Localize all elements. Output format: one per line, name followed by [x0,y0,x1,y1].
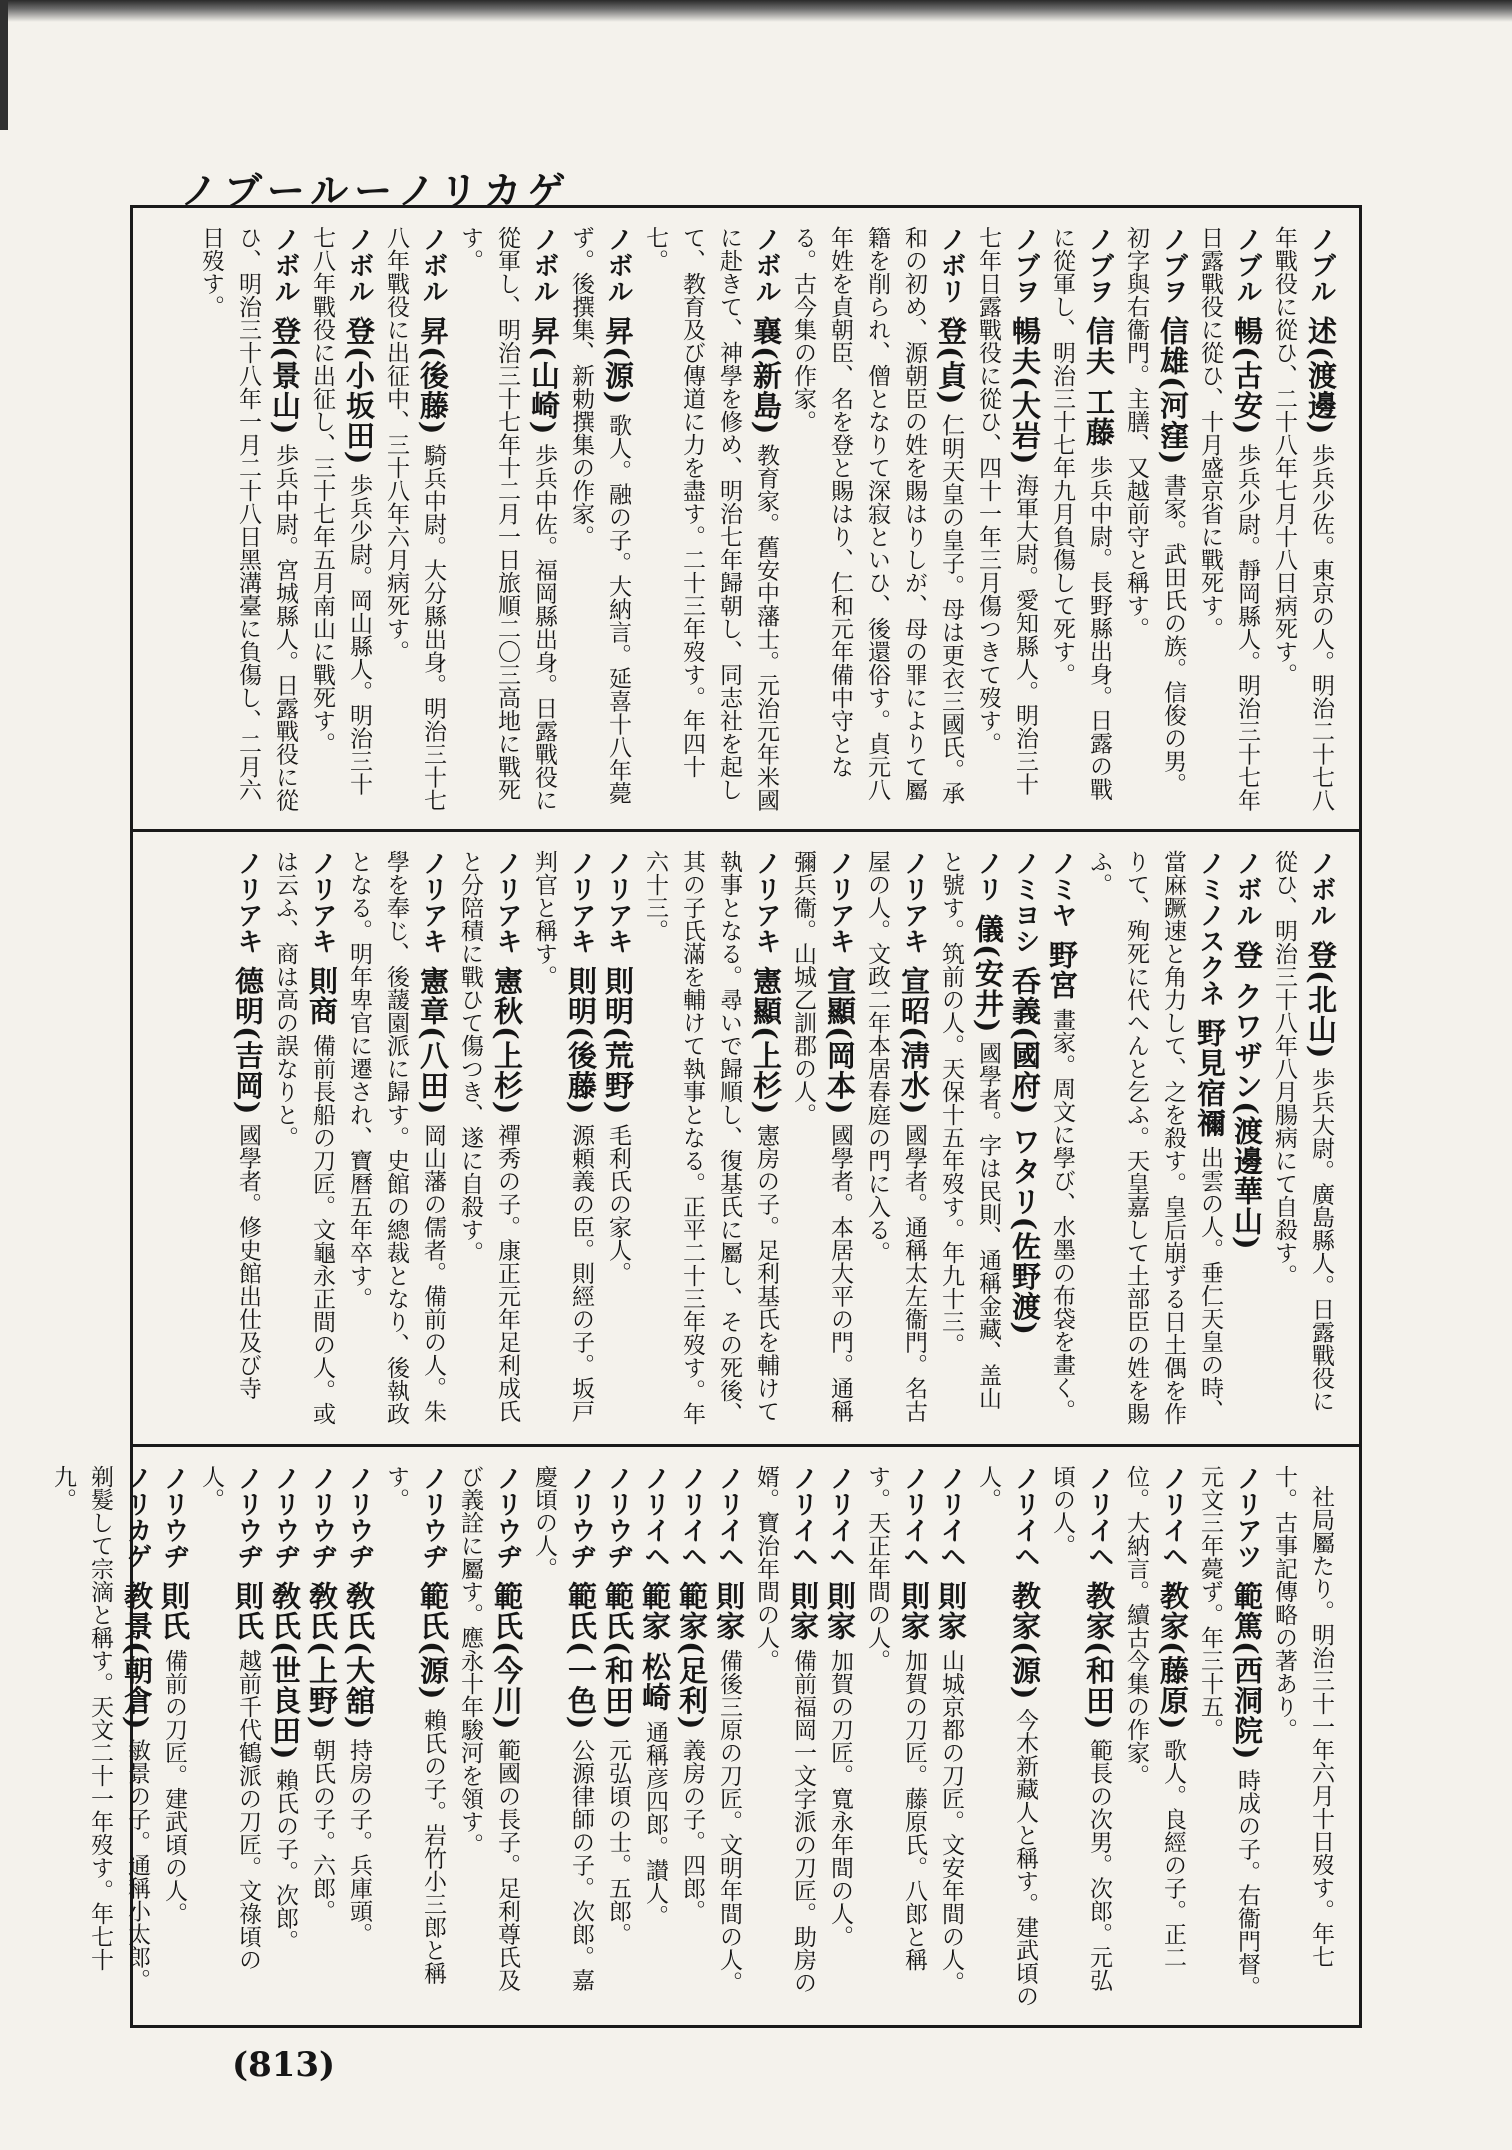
entry-reading: ノリカゲ [122,1465,152,1569]
dictionary-entry [636,850,784,1432]
entry-description: 歩兵中尉。長野縣出身。日露の戰に從軍し、明治三十七年九月負傷して死す。 [1049,226,1112,801]
section-middle [133,832,1359,1444]
dictionary-entry [821,1465,858,1948]
entry-description: 國學者。通稱太左衞門。名古屋の人。文政二年本居春庭の門に入る。 [864,850,927,1423]
entry-headword: 範氏(和田) [601,1581,635,1731]
dictionary-entry [932,1465,969,1994]
dictionary-entry [969,226,1043,817]
entry-description: 歩兵中尉。宮城縣人。日露戰役に從ひ、明治三十八年一月二十八日黑溝臺に負傷し、二月六日歿す。 [198,226,298,812]
entry-description: 岡山藩の儒者。備前の人。朱學を奉じ、後蘐園派に歸す。史館の總裁となり、後執政となる。明年卑官に遷され、寶曆五年卒す。 [346,850,446,1425]
entry-reading: ノブル [1306,226,1336,304]
dictionary-entry [1191,226,1265,817]
entry-description: 賴氏の子。次郎。 [272,1768,298,1953]
entry-headword: 範家 松崎 [638,1581,672,1713]
entry-reading: ノリウヂ [270,1465,300,1569]
dictionary-entry [1265,226,1339,817]
entry-description: 範國の長子。足利尊氏及び義詮に屬す。應永十年駿河を領す。 [457,1465,520,1992]
dictionary-frame [50,205,1362,2028]
entry-reading: ノリ [973,850,1003,902]
entry-description: 畫家。周文に學び、水墨の布袋を畫く。 [1049,1008,1075,1422]
entry-list [229,850,1339,1432]
entry-description: 出雲の人。垂仁天皇の時、當麻蹶速と角力して、之を殺す。皇后崩ずる日土偶を作りて、殉死に代へんと乞ふ。天皇嘉して土部臣の姓を賜ふ。 [1086,850,1223,1425]
entry-headword: 暢夫(大岩) [1008,316,1042,466]
entry-description: 歩兵少尉。岡山縣人。明治三十七八年戰役に出征し、三十七年五月南山に戰死す。 [309,226,372,796]
entry-description: 加賀の刀匠。藤原氏。八郎と稱す。天正年間の人。 [864,1465,927,1971]
entry-reading: ノリイヘ [825,1465,855,1569]
entry-reading: ノリアキ [307,850,337,954]
entry-reading: ノリイヘ [677,1465,707,1569]
entry-reading: ノボル [1306,850,1336,928]
entry-reading: ノリイヘ [714,1465,744,1569]
entry-description: 歩兵少尉。靜岡縣人。明治三十七年日露戰役に從ひ、十月盛京省に戰死す。 [1197,226,1260,812]
dictionary-entry [377,1465,451,2013]
entry-description: 社局屬たり。明治三十一年六月十日歿す。年七十。古事記傳略の著あり。 [1271,1465,1334,1968]
entry-description: 加賀の刀匠。寬永年間の人。 [827,1649,853,1948]
entry-headword: 憲顯(上杉) [749,966,783,1116]
entry-description: 歩兵少佐。東京の人。明治二十七八年戰役に從ひ、二十八年七月十八日病死す。 [1271,226,1334,812]
entry-headword: 則家 [712,1581,746,1641]
dictionary-entry [784,850,858,1432]
entry-headword: 昇(後藤) [416,316,450,436]
dictionary-entry [377,226,451,817]
entry-reading: ノリアキ [492,850,522,954]
entry-reading: ノリイヘ [936,1465,966,1569]
entry-description: 教育家。舊安中藩士。元治元年米國に赴きて、神學を修め、明治七年歸朝し、同志社を起して、教育及び傳道に力を盡す。二十三年歿す。年四十七。 [642,226,779,812]
entry-description: 備前長船の刀匠。文龜永正間の人。或は云ふ、商は高の誤なりと。 [272,850,335,1425]
dictionary-entry [932,850,1006,1432]
entry-headword: 則家 [786,1581,820,1641]
entry-reading: ノリウヂ [492,1465,522,1569]
dictionary-entry [266,1465,303,1952]
entry-headword: 則明(荒野) [601,966,635,1116]
entry-headword: 登(景山) [268,316,302,436]
dictionary-entry [858,1465,932,2013]
entry-reading: ノリアツ [1232,1465,1262,1569]
entry-description: 山城京都の刀匠。文安年間の人。 [938,1649,964,1994]
dictionary-entry [1043,1465,1117,2013]
dictionary-entry [1006,850,1043,1344]
entry-description: 歩兵大尉。廣島縣人。日露戰役に從ひ、明治三十八年八月腸病にて自殺す。 [1271,850,1334,1413]
dictionary-entry [1080,850,1228,1432]
entry-description: 元弘頃の士。五郎。 [605,1738,631,1946]
dictionary-entry [599,850,636,1284]
entry-headword: 襄(新島) [749,316,783,436]
dictionary-entry [747,1465,821,2013]
entry-reading: ノボル [1232,850,1262,928]
dictionary-entry [969,1465,1043,2013]
dictionary-entry [192,226,303,817]
entry-headword: 述(渡邊) [1304,316,1338,436]
dictionary-entry [266,850,340,1432]
entry-headword: 則商 [305,966,339,1026]
entry-headword: 登(北山) [1304,940,1338,1060]
entry-description: 國學者。本居大平の門。通稱彌兵衞。山城乙訓郡の人。 [790,850,853,1423]
entry-headword: 則家 [897,1581,931,1641]
entry-description: 歌人。良經の子。正二位。大納言。續古今集の作家。 [1123,1465,1186,1969]
entry-headword: 信雄(河窪) [1156,316,1190,466]
entry-reading: ノボル [603,226,633,304]
entry-headword: 範氏(今川) [490,1581,524,1731]
entry-description: 書家。武田氏の族。信俊の男。初字與右衞門。主膳、又越前守と稱す。 [1123,226,1186,796]
entry-description: 今木新藏人と稱す。建武頃の人。 [975,1465,1038,2008]
entry-description: 備前の刀匠。建武頃の人。 [161,1649,187,1925]
entry-description: 朝氏の子。六郎。 [309,1738,335,1923]
entry-reading: ノリイヘ [1084,1465,1114,1569]
entry-description: 憲房の子。足利基氏を輔けて執事となる。尋いで歸順し、復基氏に屬し、その死後、其の子氏滿を輔けて執事となる。正平二十三年歿す。年六十三。 [642,850,779,1425]
entry-reading: ノボル [344,226,374,304]
entry-description: 國學者。修史館出仕及び寺 [235,1123,261,1400]
entry-description: 敏景の子。通稱小太郎。剃髮して宗滴と稱す。天文二十一年歿す。年七十九。 [50,1465,150,1992]
entry-description: 歩兵中佐。福岡縣出身。日露戰役に從軍し、明治三十七年十二月一日旅順二〇三高地に戰死す。 [457,226,557,812]
entry-headword: 暢(古安) [1230,316,1264,436]
dictionary-entry [562,226,636,817]
entry-reading: ノリイヘ [1158,1465,1188,1569]
entry-description: 禪秀の子。康正元年足利成氏と分陪積に戰ひて傷つき、遂に自殺す。 [457,850,520,1423]
entry-headword: 昇(山崎) [527,316,561,436]
dictionary-entry [1043,226,1117,817]
dictionary-entry [1043,850,1080,1422]
entry-headword: 範氏(一色) [564,1581,598,1731]
entry-description: 通稱彦四郎。讃人。 [642,1720,668,1928]
dictionary-entry [451,850,525,1432]
entry-headword: 登(貞) [934,316,968,406]
entry-reading: ノリウヂ [566,1465,596,1569]
entry-reading: ノリウヂ [307,1465,337,1569]
entry-reading: ノリウヂ [603,1465,633,1569]
entry-headword: 憲秋(上杉) [490,966,524,1116]
dictionary-entry [784,226,969,817]
entry-headword: 範篤(西洞院) [1230,1581,1264,1761]
entry-description: 公源律師の子。次郎。嘉慶頃の人。 [531,1465,594,1992]
entry-description: 越前千代鶴派の刀匠。文祿頃の人。 [198,1465,261,1971]
entry-headword: 昇(源) [601,316,635,406]
dictionary-entry [636,226,784,817]
entry-reading: ノボリ [936,226,966,304]
entry-reading: ノボル [751,226,781,304]
entry-headword: 野宮 [1045,940,1079,1000]
dictionary-entry [1265,1465,1339,2013]
entry-headword: 教景(朝倉) [120,1581,154,1731]
entry-description: 備前福岡一文字派の刀匠。助房の婿。寶治年間の人。 [753,1465,816,1994]
entry-headword: 宣顯(岡本) [823,966,857,1116]
entry-reading: ノブル [1232,226,1262,304]
dictionary-entry [1117,1465,1191,2013]
entry-reading: ノリウヂ [344,1465,374,1569]
dictionary-entry [340,1465,377,1945]
dictionary-entry [858,850,932,1432]
entry-reading: ノリアキ [825,850,855,954]
entry-reading: ノブヲ [1010,226,1040,304]
scan-edge-mark [0,0,8,130]
entry-headword: 則家 [934,1581,968,1641]
entry-headword: 宣昭(淸水) [897,966,931,1116]
entry-reading: ノリアキ [233,850,263,954]
entry-reading: ノリイヘ [899,1465,929,1569]
entry-headword: 教家(和田) [1082,1581,1116,1731]
entry-description: 時成の子。右衞門督。元文三年薨ず。年三十五。 [1197,1465,1260,1999]
dictionary-entry [1228,850,1265,1259]
dictionary-entry [451,1465,525,2013]
dictionary-entry [636,1465,673,1927]
entry-description: 仁明天皇の皇子。母は更衣三國氏。承和の初め、源朝臣の姓を賜はりしが、母の罪によりて屬籍を削られ、僧となりて深寂といひ、後還俗す。貞元八年姓を貞朝臣、名を登と賜はり、仁和元年備中守となる。古今集の作家。 [790,226,964,805]
entry-headword: 敎氏(上野) [305,1581,339,1731]
entry-reading: ノリイヘ [788,1465,818,1569]
dictionary-entry [44,1465,155,2013]
entry-headword: 敎氏(大舘) [342,1581,376,1731]
entry-headword: 德明(吉岡) [231,966,265,1116]
entry-description: 毛利氏の家人。 [605,1123,631,1285]
entry-reading: ノリウヂ [233,1465,263,1569]
entry-headword: 憲章(八田) [416,966,450,1116]
entry-description: 海軍大尉。愛知縣人。明治三十七年日露戰役に從ひ、四十一年三月傷つきて歿す。 [975,226,1038,796]
page-number: (813) [232,2045,336,2085]
entry-reading: ノブヲ [1084,226,1114,304]
entry-headword: 教家(源) [1008,1581,1042,1701]
entry-reading: ノリイヘ [640,1465,670,1569]
entry-description: 持房の子。兵庫頭。 [346,1738,372,1946]
entry-reading: ノボル [418,226,448,304]
running-header: ノブールーノリカゲ [180,168,572,213]
entry-reading: ノリアキ [751,850,781,954]
entry-reading: ノブヲ [1158,226,1188,304]
dictionary-entry [303,226,377,817]
entry-headword: 則氏 [157,1581,191,1641]
entry-reading: ノリアキ [603,850,633,954]
entry-headword: 野見宿禰 [1193,1018,1227,1138]
entry-reading: ノリアキ [566,850,596,954]
entry-reading: ノボル [529,226,559,304]
entry-description: 備後三原の刀匠。文明年間の人。 [716,1649,742,1994]
entry-reading: ノリウヂ [159,1465,189,1569]
entry-headword: 呑義(國府) ワタリ(佐野渡) [1008,966,1042,1336]
dictionary-entry [525,850,599,1432]
dictionary-entry [1117,226,1191,817]
dictionary-entry [229,850,266,1399]
entry-list [44,1465,1339,2013]
entry-description: 賴氏の子。岩竹小三郎と稱す。 [383,1465,446,1985]
section-top [133,208,1359,829]
dictionary-entry [155,1465,192,1925]
entry-reading: ノリアキ [418,850,448,954]
entry-description: 歌人。融の子。大納言。延喜十八年薨ず。後撰集、新勅撰集の作家。 [568,226,631,805]
entry-headword: 範氏(源) [416,1581,450,1701]
entry-headword: 則氏 [231,1581,265,1641]
entry-headword: 教家(藤原) [1156,1581,1190,1731]
entry-description: 源頼義の臣。則經の子。坂戸判官と稱す。 [531,850,594,1423]
scan-edge-shadow [0,0,1512,22]
entry-reading: ノボル [270,226,300,304]
entry-description: 國學者。字は民則、通稱金藏、盖山と號す。筑前の人。天保十五年歿す。年九十三。 [938,850,1001,1410]
entry-headword: 儀(安井) [971,914,1005,1034]
section-bottom [50,1447,1359,2025]
dictionary-entry [710,1465,747,1994]
dictionary-entry [1191,1465,1265,2013]
entry-headword: 登 クワザン(渡邊華山) [1230,940,1264,1251]
entry-headword: 則家 [823,1581,857,1641]
entry-reading: ノミノスクネ [1195,850,1225,1006]
entry-reading: ノリイヘ [1010,1465,1040,1569]
entry-headword: 信夫 工藤 [1082,316,1116,448]
dictionary-entry [340,850,451,1432]
dictionary-entry [1265,850,1339,1432]
entry-reading: ノリウヂ [418,1465,448,1569]
dictionary-entry [192,1465,266,2013]
entry-headword: 範家(足利) [675,1581,709,1731]
entry-description: 騎兵中尉。大分縣出身。明治三十七八年戰役に出征中、三十八年六月病死す。 [383,226,446,812]
entry-headword: 敎氏(世良田) [268,1581,302,1761]
entry-headword: 則明(後藤) [564,966,598,1116]
entry-reading: ノリアキ [899,850,929,954]
entry-list [192,226,1339,817]
entry-reading: ノミヨシ [1010,850,1040,954]
dictionary-entry [599,1465,636,1945]
dictionary-entry [673,1465,710,1922]
entry-headword: 登(小坂田) [342,316,376,466]
dictionary-entry [525,1465,599,2013]
dictionary-entry [303,1465,340,1922]
dictionary-entry [451,226,562,817]
entry-reading: ノミヤ [1047,850,1077,928]
entry-description: 義房の子。四郎。 [679,1738,705,1923]
entry-description: 範長の次男。次郎。元弘頃の人。 [1049,1465,1112,1992]
